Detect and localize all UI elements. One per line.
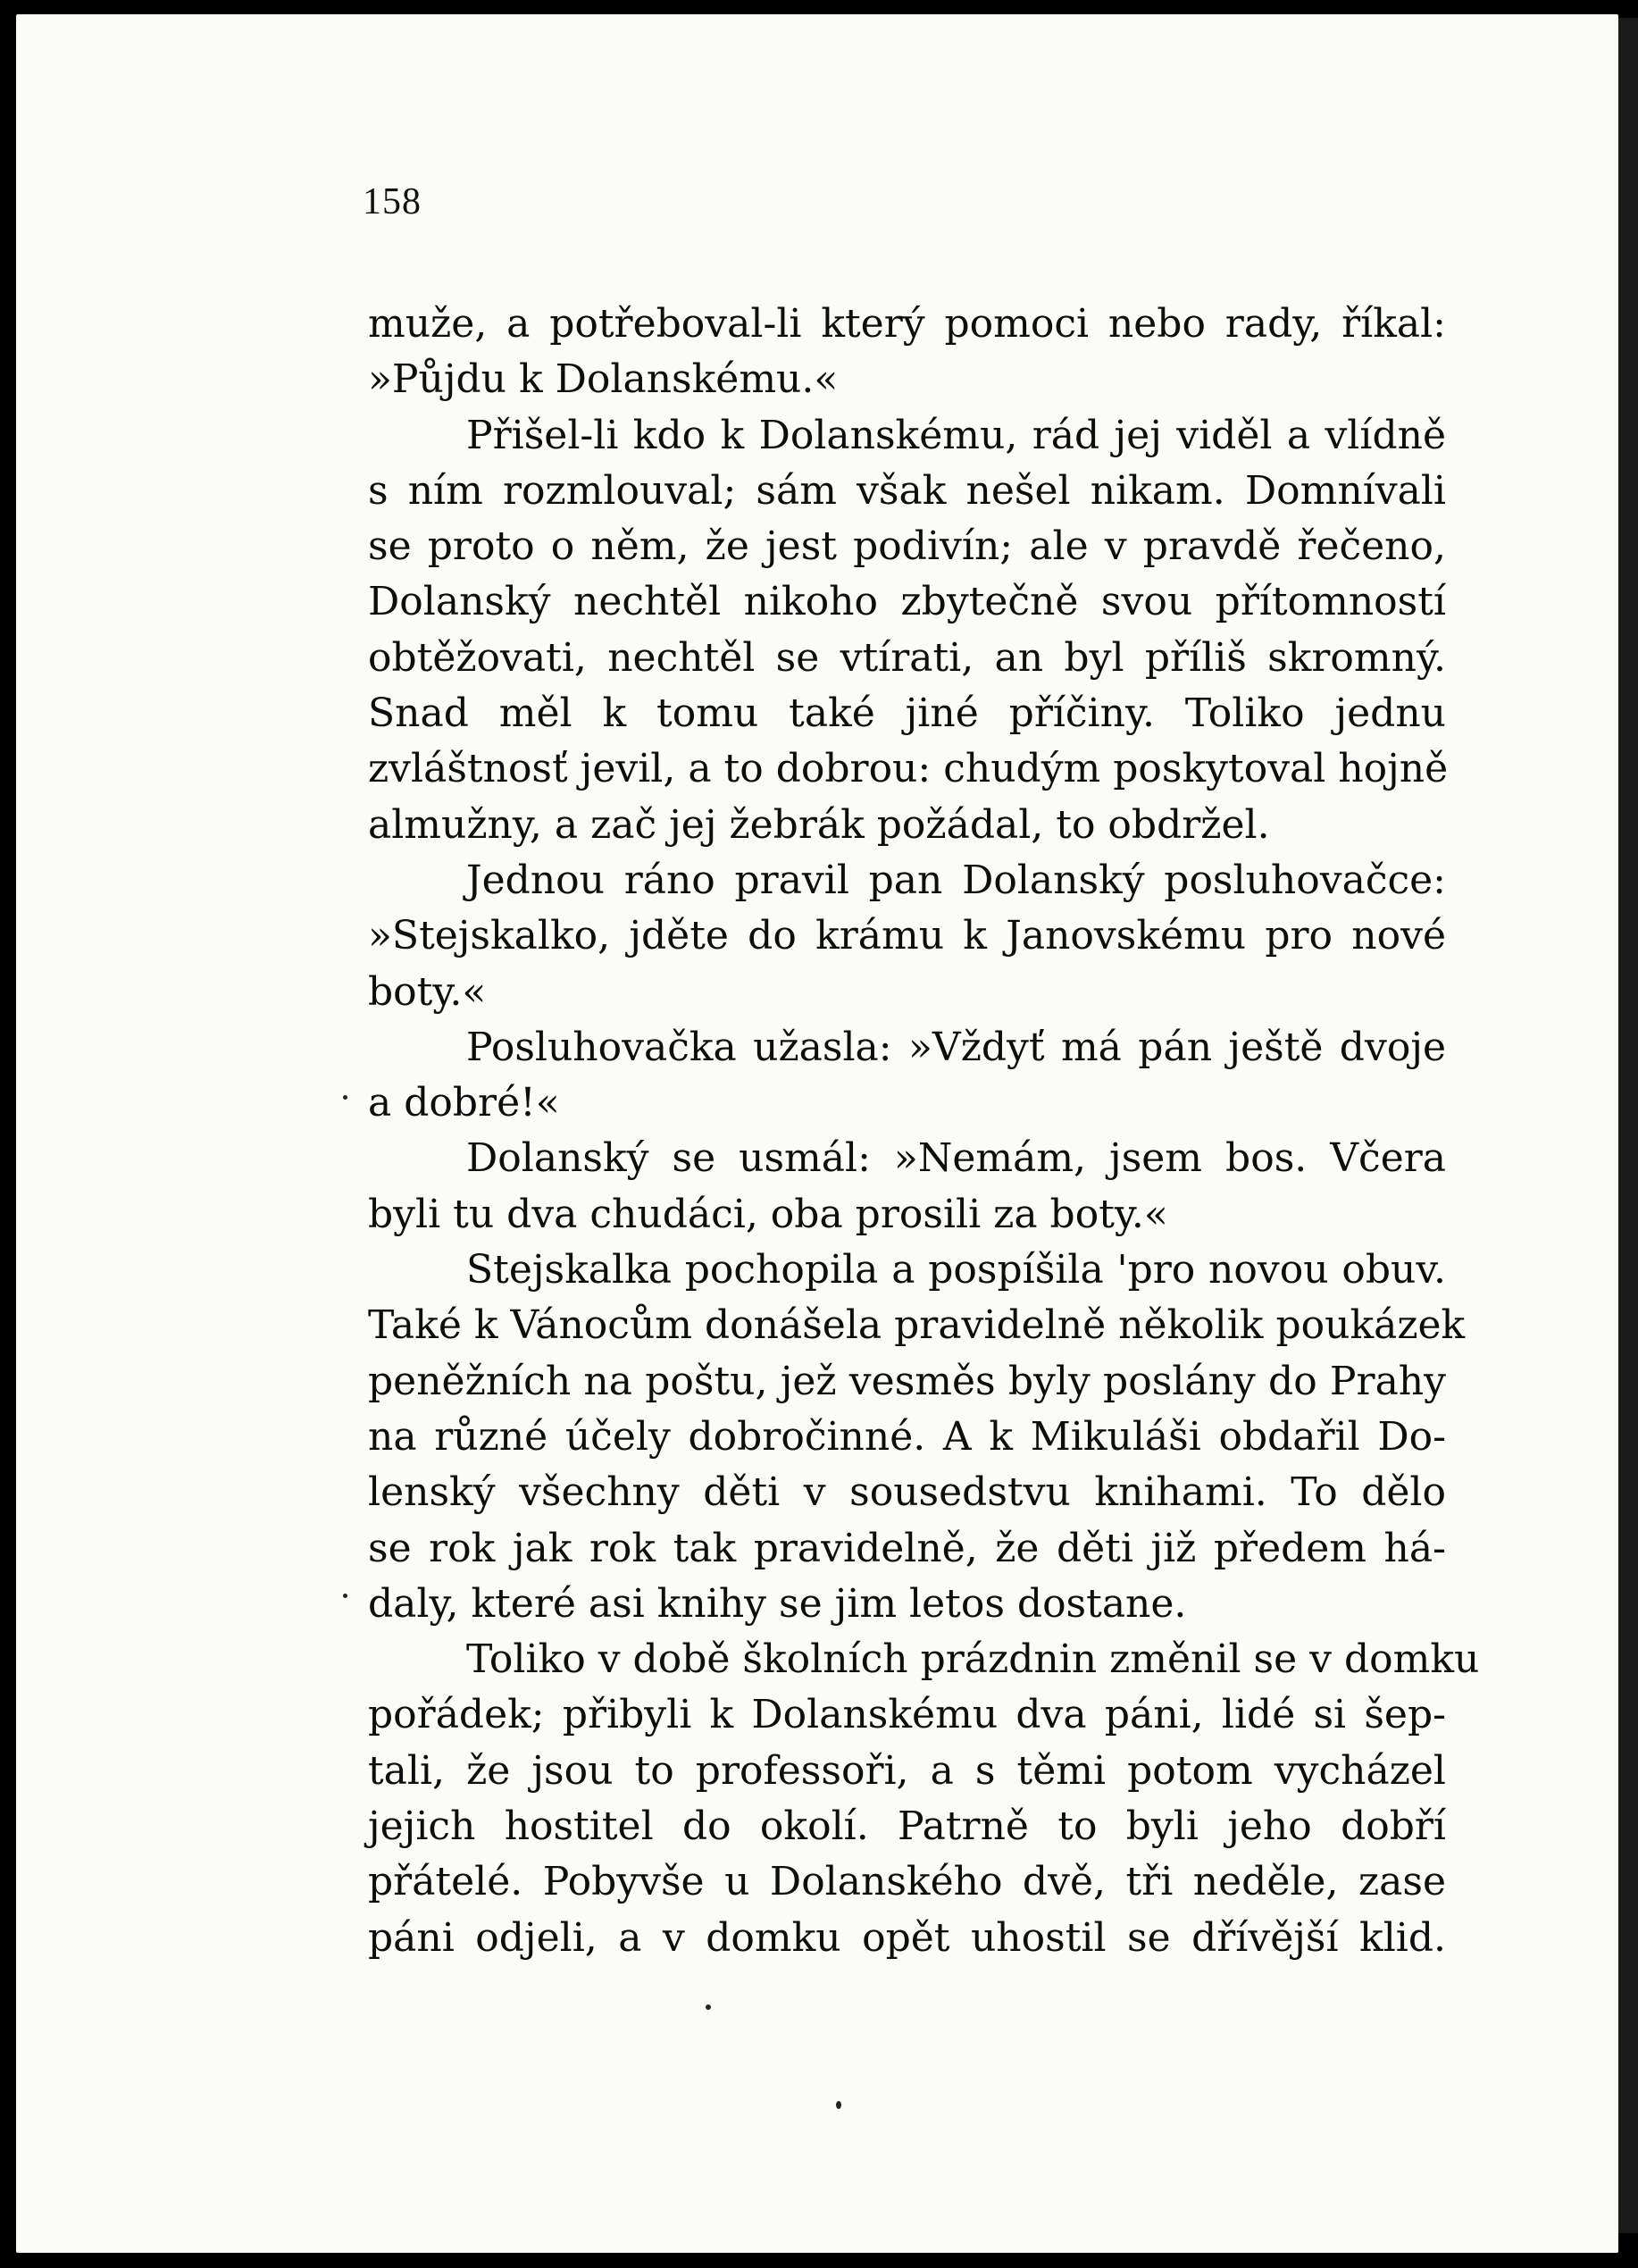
text-line: Snad měl k tomu také jiné příčiny. Toliko jednu xyxy=(368,690,1446,737)
text-line: peněžních na poštu, jež vesměs byly poslány do Prahy xyxy=(368,1358,1446,1404)
text-line: na různé účely dobročinné. A k Mikuláši obdařil Do- xyxy=(368,1413,1446,1460)
text-line: obtěžovati, nechtěl se vtírati, an byl příliš skromný. xyxy=(368,634,1446,681)
text-line: se rok jak rok tak pravidelně, že děti již předem há- xyxy=(368,1525,1446,1571)
text-line: »Půjdu k Dolanskému.« xyxy=(368,356,839,403)
text-line: jejich hostitel do okolí. Patrně to byli jeho dobří xyxy=(368,1804,1446,1850)
text-line: Jednou ráno pravil pan Dolanský posluhovačce: xyxy=(466,857,1446,903)
text-line: Toliko v době školních prázdnin změnil se v domku xyxy=(466,1636,1480,1683)
text-line: muže, a potřeboval-li který pomoci nebo rady, říkal: xyxy=(368,301,1446,347)
text-line: Dolanský nechtěl nikoho zbytečně svou přítomností xyxy=(368,579,1446,625)
text-line: Stejskalka pochopila a pospíšila 'pro novou obuv. xyxy=(466,1247,1446,1293)
text-line: »Stejskalko, jděte do krámu k Janovskému pro nové xyxy=(368,913,1446,959)
text-line: přátelé. Pobyvše u Dolanského dvě, tři neděle, zase xyxy=(368,1859,1446,1905)
scan-border xyxy=(1618,18,1638,2233)
scan-speck xyxy=(836,2101,841,2109)
text-line: byli tu dva chudáci, oba prosili za boty.« xyxy=(368,1191,1168,1237)
text-line: Dolanský se usmál: »Nemám, jsem bos. Včera xyxy=(466,1135,1446,1182)
book-page xyxy=(16,14,1618,2253)
page-number: 158 xyxy=(363,181,422,222)
text-line: tali, že jsou to professoři, a s těmi potom vycházel xyxy=(368,1747,1446,1794)
scan-speck xyxy=(706,2004,711,2010)
text-line: Také k Vánocům donášela pravidelně několik poukázek xyxy=(368,1302,1466,1349)
scan-speck xyxy=(343,1095,347,1100)
text-line: Posluhovačka užasla: »Vždyť má pán ještě dvoje xyxy=(466,1024,1446,1070)
text-line: se proto o něm, že jest podivín; ale v pravdě řečeno, xyxy=(368,523,1446,570)
text-line: Přišel-li kdo k Dolanskému, rád jej viděl a vlídně xyxy=(466,412,1446,458)
scan-speck xyxy=(343,1594,347,1598)
text-line: páni odjeli, a v domku opět uhostil se dřívější klid. xyxy=(368,1914,1446,1961)
text-line: daly, které asi knihy se jim letos dostane. xyxy=(368,1580,1187,1627)
text-line: almužny, a zač jej žebrák požádal, to obdržel. xyxy=(368,801,1270,848)
text-line: boty.« xyxy=(368,968,487,1015)
text-line: pořádek; přibyli k Dolanskému dva páni, lidé si šep- xyxy=(368,1692,1446,1738)
text-line: a dobré!« xyxy=(368,1080,560,1126)
text-line: s ním rozmlouval; sám však nešel nikam. Domnívali xyxy=(368,467,1446,514)
text-line: zvláštnosť jevil, a to dobrou: chudým poskytoval hojně xyxy=(368,746,1449,792)
body-text xyxy=(368,297,1480,1966)
text-line: lenský všechny děti v sousedstvu knihami. To dělo xyxy=(368,1469,1446,1516)
